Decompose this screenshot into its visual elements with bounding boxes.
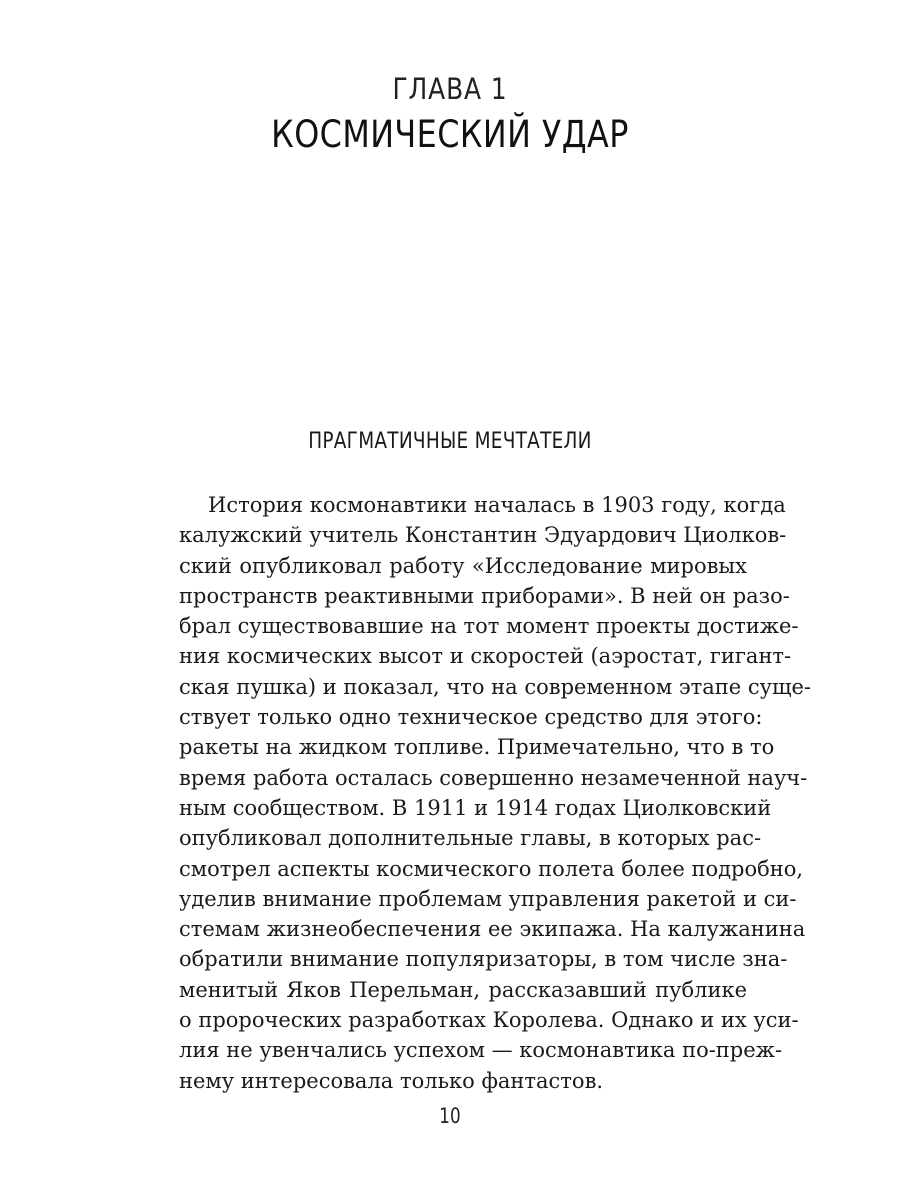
- body-paragraph: [179, 490, 812, 1096]
- paragraph-line: пространств реактивными приборами». В ней он разо-: [179, 583, 790, 608]
- paragraph-line: обратили внимание популяризаторы, в том числе зна-: [179, 947, 788, 972]
- paragraph-line: калужский учитель Константин Эдуардович Циолков-: [179, 523, 787, 548]
- paragraph-line: ская пушка) и показал, что на современном этапе суще-: [179, 674, 812, 699]
- paragraph-line: лия не увенчались успехом — космонавтика по-преж-: [179, 1038, 783, 1063]
- paragraph-line: ствует только одно техническое средство для этого:: [179, 705, 763, 730]
- paragraph-line: уделив внимание проблемам управления ракетой и си-: [179, 886, 797, 911]
- page-number: 10: [439, 1104, 461, 1128]
- paragraph-line: нему интересовала только фантастов.: [179, 1068, 604, 1093]
- paragraph-line: ский опубликовал работу «Исследование мировых: [179, 553, 747, 578]
- paragraph-line: о пророческих разработках Королева. Однако и их уси-: [179, 1008, 799, 1033]
- chapter-label: ГЛАВА 1: [392, 72, 508, 106]
- paragraph-line: брал существовавшие на тот момент проекты достиже-: [179, 614, 799, 639]
- section-title: ПРАГМАТИЧНЫЕ МЕЧТАТЕЛИ: [308, 429, 592, 454]
- paragraph-line: смотрел аспекты космического полета более подробно,: [179, 856, 804, 881]
- paragraph-line: менитый Яков Перельман, рассказавший публике: [179, 977, 747, 1002]
- paragraph-line: ракеты на жидком топливе. Примечательно, что в то: [179, 735, 775, 760]
- paragraph-line: История космонавтики началась в 1903 году, когда: [208, 493, 786, 517]
- paragraph-line: время работа осталась совершенно незамеченной науч-: [179, 765, 808, 790]
- paragraph-line: ния космических высот и скоростей (аэростат, гигант-: [179, 644, 792, 669]
- paragraph-line: опубликовал дополнительные главы, в которых рас-: [179, 826, 762, 851]
- paragraph-line: ным сообществом. В 1911 и 1914 годах Циолковский: [179, 795, 772, 820]
- paragraph-line: стемам жизнеобеспечения ее экипажа. На калужанина: [179, 917, 806, 942]
- chapter-title: КОСМИЧЕСКИЙ УДАР: [271, 113, 629, 156]
